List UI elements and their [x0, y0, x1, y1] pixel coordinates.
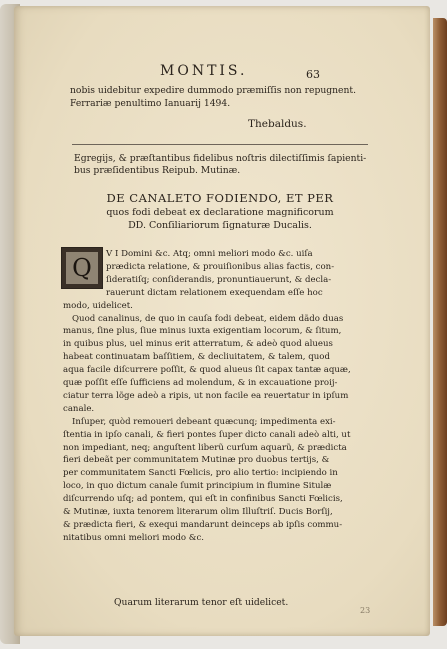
divider — [72, 144, 368, 145]
decorated-initial — [61, 247, 103, 289]
book-cover-edge — [433, 18, 447, 626]
signature: Thebaldus. — [248, 118, 307, 130]
body-line: Quod canalinus, de quo in cauſa fodi debeat, eidem dãdo duas — [72, 313, 344, 324]
body-line: canale. — [63, 403, 95, 414]
body-line: fieri debeãt per communitatem Mutinæ pro duobus tertijs, & — [63, 455, 330, 466]
body-line: & Mutinæ, iuxta tenorem literarum olim Illuſtriſ. Ducis Borſij, — [63, 507, 333, 517]
body-line: manus, ſine plus, ſiue minus iuxta exigentiam locorum, & ſitum, — [63, 326, 342, 337]
body-line: aqua facile diſcurrere poſſit, & quod alueus ſit capax tantæ aquæ, — [63, 365, 351, 376]
text-line: Ferrariæ penultimo Ianuarij 1494. — [70, 98, 231, 109]
page-mark: 23 — [360, 606, 371, 615]
body-line: prædicta relatione, & prouiſionibus alias factis, con- — [106, 261, 335, 272]
body-line: habeat continuatam baſſitiem, & decliuitatem, & talem, quod — [63, 352, 330, 363]
body-line: diſcurrendo uſq; ad pontem, qui eſt in confinibus Sancti Fœlicis, — [63, 494, 343, 505]
body-line: per communitatem Sancti Fœlicis, pro alio tertio: incipiendo in — [63, 468, 338, 479]
body-line: in quibus plus, uel minus erit atterratum, & adeò quod alueus — [63, 339, 333, 350]
body-line: Inſuper, quòd remoueri debeant quæcunq; impedimenta exi- — [72, 416, 336, 427]
running-header: MONTIS. — [160, 63, 248, 79]
body-line: non impediant, neq; anguſtent liberũ curſum aquarũ, & prædicta — [63, 442, 347, 453]
initial-letter: Q — [66, 252, 98, 284]
section-title: DE CANALETO FODIENDO, ET PER — [106, 191, 334, 205]
footer-line: Quarum literarum tenor eſt uidelicet. — [114, 597, 289, 608]
body-line: modo, uidelicet. — [63, 300, 133, 311]
section-subtitle: DD. Conſiliariorum ſignaturæ Ducalis. — [128, 220, 312, 231]
section-subtitle: quos fodi debeat ex declaratione magnificorum — [106, 207, 334, 218]
text-line: nobis uidebitur expedire dummodo præmiſſis non repugnent. — [70, 85, 357, 96]
page-number: 63 — [306, 68, 320, 81]
body-line: quæ poſſit eſſe ſufficiens ad molendum, & in excauatione proij- — [63, 378, 338, 388]
body-line: loco, in quo dictum canale ſumit principium in flumine Situlæ — [63, 481, 332, 492]
body-line: & prædicta fieri, & exequi mandarunt deinceps ab ipſis commu- — [63, 519, 343, 530]
address-line: bus præſidentibus Reipub. Mutinæ. — [74, 165, 241, 176]
body-line: V I Domini &c. Atq; omni meliori modo &c. uiſa — [106, 249, 313, 259]
body-line: rauerunt dictam relationem exequendam eſſe hoc — [106, 287, 323, 298]
address-line: Egregijs, & præſtantibus fidelibus noſtris dilectiſſimis ſapienti- — [74, 153, 367, 164]
body-line: ſtentia in ipſo canali, & fieri pontes ſuper dicto canali adeò alti, ut — [63, 429, 351, 440]
body-line: nitatibus omni meliori modo &c. — [63, 532, 204, 543]
body-line: ſideratiſq; conſiderandis, pronuntiauerunt, & decla- — [106, 274, 332, 285]
body-line: ciatur terra lõge adeò a ripis, ut non facile ea reuertatur in ipſum — [63, 390, 349, 401]
